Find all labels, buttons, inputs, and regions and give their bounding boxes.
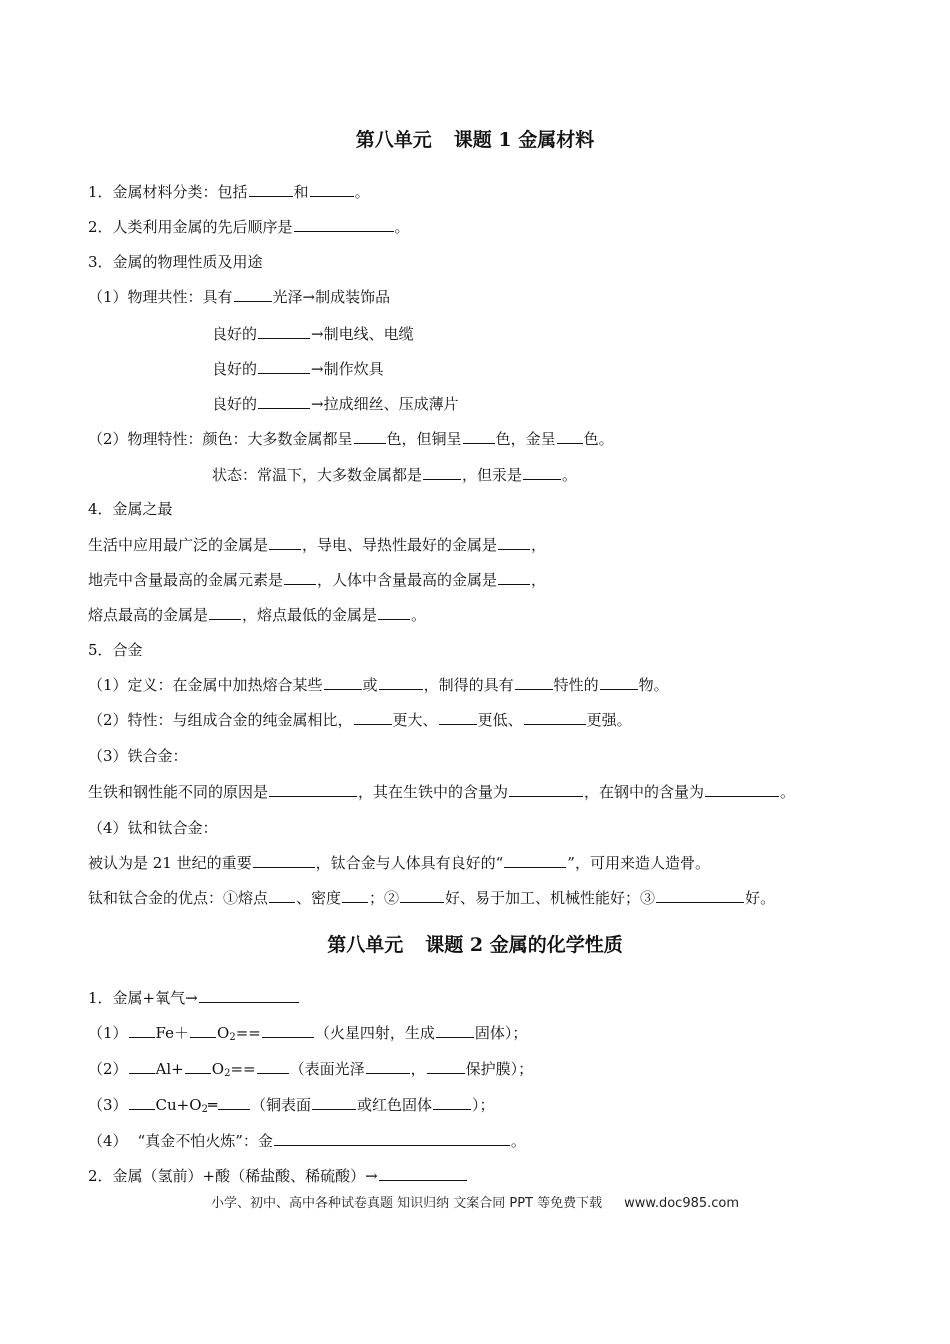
fill-blank[interactable]: [439, 710, 477, 725]
metal-most-1: [88, 535, 546, 555]
text: （1）物理共性：具有: [88, 288, 233, 306]
text: 1．金属+氧气→: [88, 989, 198, 1007]
fill-blank[interactable]: [498, 570, 530, 585]
fill-blank[interactable]: [310, 182, 354, 197]
text: 色，但铜呈: [386, 430, 462, 448]
text: 。: [411, 606, 427, 624]
fill-blank[interactable]: [312, 1095, 356, 1110]
reaction-au: [88, 1131, 526, 1151]
fill-blank[interactable]: [524, 710, 586, 725]
fill-blank[interactable]: [504, 853, 566, 868]
text: （2）特性：与组成合金的纯金属相比，: [88, 711, 353, 729]
fill-blank[interactable]: [218, 1095, 250, 1110]
text: O: [217, 1024, 230, 1042]
fill-blank[interactable]: [269, 535, 301, 550]
fill-blank[interactable]: [436, 1023, 474, 1038]
text: ，其在生铁中的含量为: [358, 783, 509, 801]
text: （1）: [88, 1024, 128, 1042]
text: （2）: [88, 1060, 128, 1078]
fill-blank[interactable]: [185, 1059, 211, 1074]
text: 固体）；: [474, 1024, 528, 1042]
reaction-al: [88, 1059, 533, 1084]
fill-blank[interactable]: [262, 1023, 314, 1038]
text: 好、易于加工、机械性能好；③: [445, 889, 656, 907]
text: 更大、: [392, 711, 438, 729]
text: 良好的: [212, 360, 258, 378]
text: ，熔点最低的金属是: [242, 606, 378, 624]
text: 和: [293, 183, 309, 201]
subscript: 2: [229, 1032, 236, 1043]
fill-blank[interactable]: [433, 1095, 471, 1110]
text: 。: [780, 783, 796, 801]
fill-blank[interactable]: [249, 182, 293, 197]
alloy-definition: [88, 675, 669, 695]
fill-blank[interactable]: [190, 1023, 216, 1038]
text: ；②: [369, 889, 400, 907]
text: ，: [531, 536, 547, 554]
question-3: 3．金属的物理性质及用途: [88, 253, 263, 271]
text: 色。: [583, 430, 614, 448]
title-unit: 第八单元: [355, 129, 432, 151]
subscript: 2: [224, 1068, 231, 1079]
text: 钛和钛合金的优点：①熔点: [88, 889, 269, 907]
text: ，在钢中的含量为: [584, 783, 705, 801]
metal-most-2: [88, 570, 546, 590]
text: ，人体中含量最高的金属是: [317, 571, 498, 589]
fill-blank[interactable]: [258, 359, 310, 374]
section-title-1: [0, 127, 950, 153]
text: ==: [230, 1060, 256, 1078]
text: ，制得的具有: [423, 676, 514, 694]
fill-blank[interactable]: [515, 675, 553, 690]
fill-blank[interactable]: [600, 675, 638, 690]
text: （3）: [88, 1096, 128, 1114]
footer-text: 小学、初中、高中各种试卷真题 知识归纳 文案合同 PPT 等免费下载: [210, 1196, 603, 1211]
text: ）；: [472, 1096, 495, 1114]
text: 更强。: [586, 711, 632, 729]
fill-blank[interactable]: [523, 465, 561, 480]
fill-blank[interactable]: [400, 888, 444, 903]
fill-blank[interactable]: [354, 710, 392, 725]
text: ，但汞是: [462, 466, 523, 484]
physical-common-3: [212, 359, 384, 379]
text: 更低、: [477, 711, 523, 729]
fill-blank[interactable]: [379, 1166, 467, 1181]
fill-blank[interactable]: [129, 1095, 155, 1110]
alloy-properties: [88, 710, 632, 730]
text: 光泽→制成装饰品: [272, 288, 391, 306]
fill-blank[interactable]: [498, 535, 530, 550]
text: 。: [394, 218, 410, 236]
text: 状态：常温下，大多数金属都是: [212, 466, 423, 484]
text: 被认为是 21 世纪的重要: [88, 854, 252, 872]
text: （1）定义：在金属中加热熔合某些: [88, 676, 323, 694]
text: 。: [562, 466, 578, 484]
question-4: 4．金属之最: [88, 500, 173, 518]
text: Cu+O: [155, 1096, 202, 1114]
fill-blank[interactable]: [129, 1059, 155, 1074]
text: 2．人类利用金属的先后顺序是: [88, 218, 293, 236]
text: ，: [531, 571, 547, 589]
text: 地壳中含量最高的金属元素是: [88, 571, 284, 589]
text: 或: [362, 676, 378, 694]
text: “真金不怕火炼”：金: [137, 1132, 273, 1150]
fill-blank[interactable]: [199, 988, 299, 1003]
question-1: [88, 182, 370, 202]
fill-blank[interactable]: [253, 853, 315, 868]
title-topic: 课题 1 金属材料: [453, 129, 595, 151]
footer-link[interactable]: www.doc985.com: [624, 1196, 740, 1211]
text: ==: [235, 1024, 261, 1042]
text: Al+: [155, 1060, 184, 1078]
fill-blank[interactable]: [209, 605, 241, 620]
physical-common-4: [212, 394, 459, 414]
text: （铜表面: [250, 1096, 311, 1114]
fill-blank[interactable]: [342, 888, 368, 903]
fill-blank[interactable]: [324, 675, 362, 690]
section-title-2: [0, 932, 950, 958]
titanium-question-2: [88, 888, 775, 908]
fill-blank[interactable]: [129, 1023, 155, 1038]
text: 良好的: [212, 395, 258, 413]
fill-blank[interactable]: [294, 217, 394, 232]
text: 物。: [638, 676, 669, 694]
fill-blank[interactable]: [423, 465, 461, 480]
physical-special-color: [88, 429, 614, 449]
text: （2）物理特性：颜色：大多数金属都呈: [88, 430, 353, 448]
question-2: [88, 217, 410, 237]
fill-blank[interactable]: [366, 1059, 410, 1074]
fill-blank[interactable]: [269, 782, 357, 797]
fill-blank[interactable]: [705, 782, 779, 797]
subscript: 2: [201, 1104, 208, 1115]
text: 。: [510, 1132, 526, 1150]
fill-blank[interactable]: [463, 429, 495, 444]
titanium-heading: （4）钛和钛合金：: [88, 819, 218, 837]
fill-blank[interactable]: [379, 675, 423, 690]
fill-blank[interactable]: [274, 1131, 510, 1146]
reaction-fe: [88, 1023, 527, 1048]
text: 。: [354, 183, 370, 201]
question-5: 5．合金: [88, 641, 143, 659]
text: →制电线、电缆: [311, 325, 414, 343]
text: 特性的: [553, 676, 599, 694]
text: （表面光泽: [289, 1060, 365, 1078]
fill-blank[interactable]: [656, 888, 744, 903]
fill-blank[interactable]: [258, 394, 310, 409]
text: ，钛合金与人体具有良好的“: [315, 854, 504, 872]
text: →制作炊具: [311, 360, 384, 378]
text: Fe＋: [155, 1024, 190, 1042]
text: 熔点最高的金属是: [88, 606, 209, 624]
text: 生活中应用最广泛的金属是: [88, 536, 269, 554]
text: 良好的: [212, 325, 258, 343]
text: ═: [207, 1096, 217, 1114]
text: （4）: [88, 1132, 128, 1150]
fill-blank[interactable]: [378, 605, 410, 620]
fill-blank[interactable]: [234, 287, 272, 302]
physical-common-2: [212, 324, 414, 344]
text: 1．金属材料分类：包括: [88, 183, 248, 201]
text: 保护膜）；: [465, 1060, 534, 1078]
reaction-cu: [88, 1095, 495, 1120]
text: 或红色固体: [356, 1096, 432, 1114]
text: ，: [410, 1060, 426, 1078]
page-footer: [0, 1192, 950, 1211]
text: ，导电、导热性最好的金属是: [302, 536, 498, 554]
iron-alloy-heading: （3）铁合金：: [88, 747, 188, 765]
titanium-question-1: [88, 853, 710, 873]
physical-special-state: [212, 465, 577, 485]
text: →拉成细丝、压成薄片: [311, 395, 459, 413]
text: ”，可用来造人造骨。: [567, 854, 710, 872]
fill-blank[interactable]: [284, 570, 316, 585]
text: 、密度: [296, 889, 342, 907]
text: O: [211, 1060, 225, 1078]
chem-question-1: [88, 988, 300, 1008]
iron-alloy-question: [88, 782, 795, 802]
title-topic: 课题 2 金属的化学性质: [425, 934, 623, 956]
fill-blank[interactable]: [509, 782, 583, 797]
fill-blank[interactable]: [258, 324, 310, 339]
fill-blank[interactable]: [427, 1059, 465, 1074]
metal-most-3: [88, 605, 426, 625]
title-unit: 第八单元: [327, 934, 404, 956]
fill-blank[interactable]: [257, 1059, 289, 1074]
fill-blank[interactable]: [557, 429, 583, 444]
text: 好。: [745, 889, 776, 907]
physical-common-1: [88, 287, 390, 307]
text: 色，金呈: [495, 430, 556, 448]
text: 2．金属（氢前）+酸（稀盐酸、稀硫酸）→: [88, 1167, 378, 1185]
text: （火星四射，生成: [314, 1024, 435, 1042]
text: 生铁和钢性能不同的原因是: [88, 783, 269, 801]
chem-question-2: [88, 1166, 468, 1186]
fill-blank[interactable]: [269, 888, 295, 903]
fill-blank[interactable]: [354, 429, 386, 444]
